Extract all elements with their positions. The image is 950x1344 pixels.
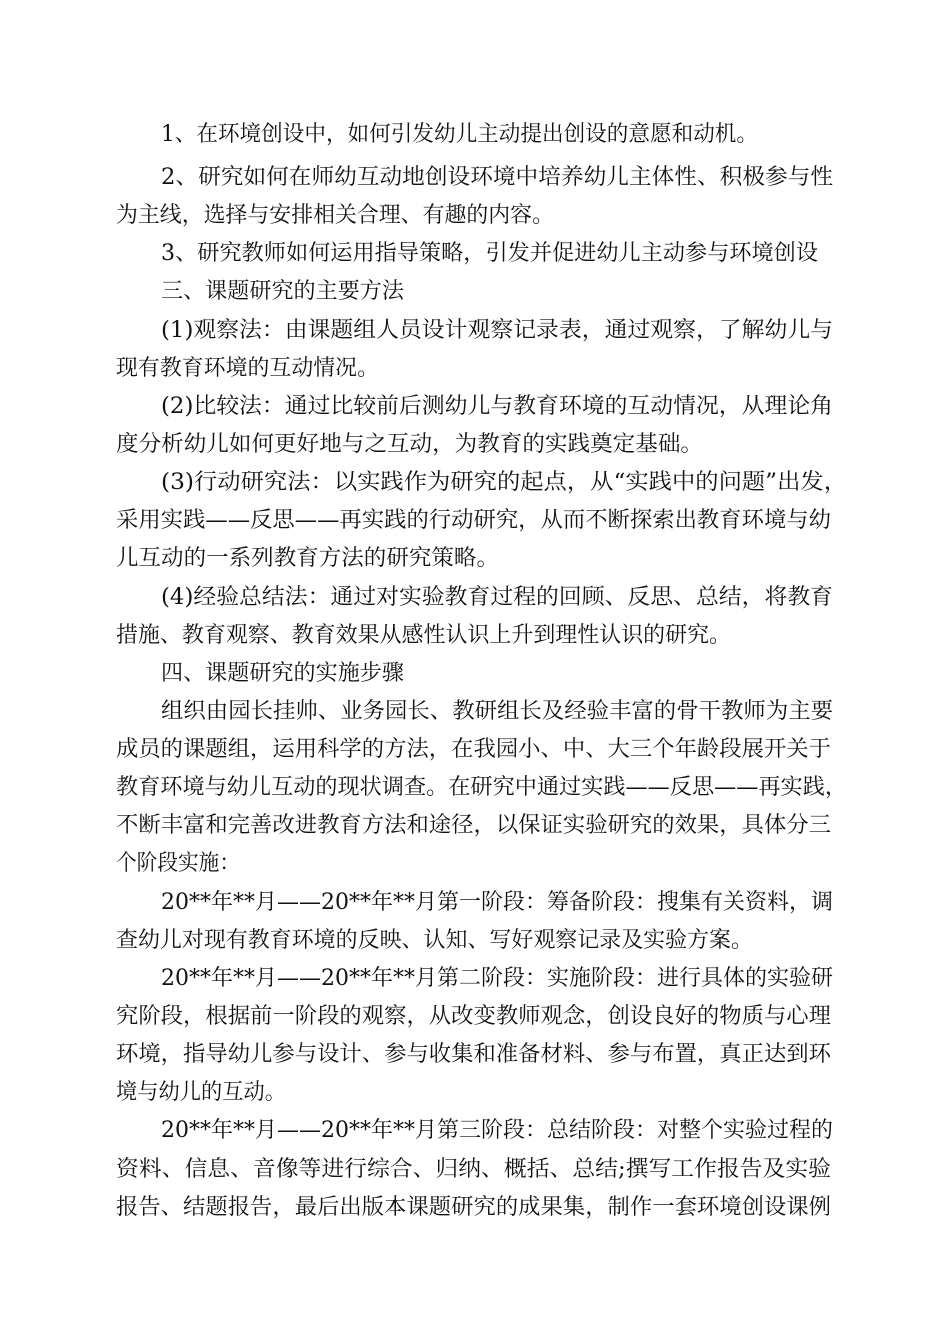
text-line: 2、研究如何在师幼互动地创设环境中培养幼儿主体性、积极参与性 <box>161 165 834 190</box>
text-line: 查幼儿对现有教育环境的反映、认知、写好观察记录及实验方案。 <box>116 928 753 953</box>
text-line: 环境，指导幼儿参与设计、参与收集和准备材料、参与布置，真正达到环 <box>116 1042 831 1067</box>
text-line: (4)经验总结法：通过对实验教育过程的回顾、反思、总结，将教育 <box>161 585 834 610</box>
text-line: 个阶段实施： <box>116 851 241 876</box>
text-line: 3、研究教师如何运用指导策略，引发并促进幼儿主动参与环境创设 <box>161 241 819 266</box>
text-line: 儿互动的一系列教育方法的研究策略。 <box>116 546 499 571</box>
text-line: (1)观察法：由课题组人员设计观察记录表，通过观察，了解幼儿与 <box>161 318 834 343</box>
text-line: 报告、结题报告，最后出版本课题研究的成果集，制作一套环境创设课例 <box>116 1195 831 1220</box>
text-line: 措施、教育观察、教育效果从感性认识上升到理性认识的研究。 <box>116 623 732 648</box>
text-line: (3)行动研究法：以实践作为研究的起点，从“实践中的问题”出发， <box>161 470 848 495</box>
text-line: 度分析幼儿如何更好地与之互动，为教育的实践奠定基础。 <box>116 432 704 457</box>
text-line: 境与幼儿的互动。 <box>116 1080 286 1105</box>
text-line: 成员的课题组，运用科学的方法，在我园小、中、大三个年龄段展开关于 <box>116 737 831 762</box>
section-heading: 三、课题研究的主要方法 <box>161 279 405 304</box>
text-line: 20**年**月——20**年**月第三阶段：总结阶段：对整个实验过程的 <box>161 1118 833 1143</box>
section-heading: 四、课题研究的实施步骤 <box>161 661 405 686</box>
text-line: 组织由园长挂帅、业务园长、教研组长及经验丰富的骨干教师为主要 <box>161 699 834 724</box>
text-line: 教育环境与幼儿互动的现状调查。在研究中通过实践——反思——再实践， <box>116 775 848 800</box>
text-line: 20**年**月——20**年**月第二阶段：实施阶段：进行具体的实验研 <box>161 966 833 991</box>
text-line: 20**年**月——20**年**月第一阶段：筹备阶段：搜集有关资料，调 <box>161 890 833 915</box>
text-line: 不断丰富和完善改进教育方法和途径，以保证实验研究的效果，具体分三 <box>116 813 831 838</box>
text-line: 资料、信息、音像等进行综合、归纳、概括、总结;撰写工作报告及实验 <box>116 1157 831 1182</box>
text-line: (2)比较法：通过比较前后测幼儿与教育环境的互动情况，从理论角 <box>161 394 834 419</box>
text-line: 究阶段，根据前一阶段的观察，从改变教师观念，创设良好的物质与心理 <box>116 1004 831 1029</box>
text-line: 为主线，选择与安排相关合理、有趣的内容。 <box>116 203 554 228</box>
text-line: 采用实践——反思——再实践的行动研究，从而不断探索出教育环境与幼 <box>116 508 831 533</box>
text-line: 现有教育环境的互动情况。 <box>116 356 380 381</box>
text-line: 1、在环境创设中，如何引发幼儿主动提出创设的意愿和动机。 <box>161 122 758 147</box>
